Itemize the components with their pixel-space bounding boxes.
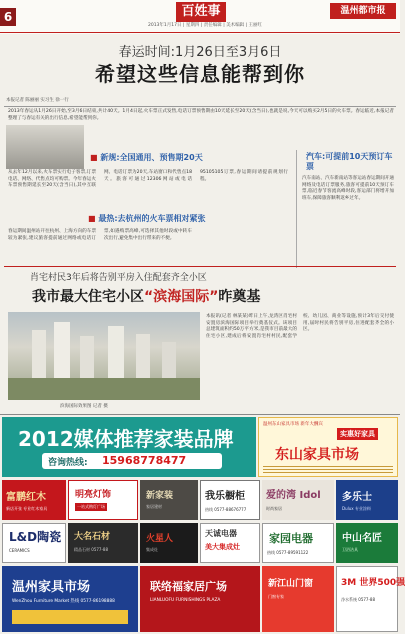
page-number: 6 [0,8,16,26]
promo-top-line: 温州东山家具市场 新年大酬宾 [263,422,323,427]
ad-tile-sub: 新店开张 专业红木家具 [6,506,48,511]
ad-tile-name: 新家装 [146,491,174,501]
story2-kicker: 肖宅村民3年后将告别平房入住配套齐全小区 [30,273,207,283]
ad-banner[interactable] [2,417,256,477]
story2-headline: 我市最大住宅小区“滨海国际”昨奠基 [32,289,261,305]
ad-tile-name: 天诚电器 [205,529,237,538]
ad-tile[interactable] [336,480,398,520]
ad-tile[interactable] [200,523,260,563]
building-shape [80,336,94,380]
ad-tile-sub: 时尚家居 [266,506,282,511]
building-shape [162,342,176,380]
ad-tile-sub: Dulux 专业涂料 [342,506,371,511]
ad-tile[interactable] [200,480,260,520]
promo-name: 东山家具市场 [275,447,359,463]
ad-tile-name: L&D陶瓷 [9,530,62,544]
ad-tile-name: 新江山门窗 [268,579,314,589]
main-headline: 希望这些信息能帮到你 [95,62,305,86]
ad-tile-name: 联络福家居广场 [150,580,227,593]
story2-body: 本报讯(记者 林某某)昨日上午,龙湾区肖宅村安置房滨海国际项目举行奠基仪式。该项目总建筑面积约50万平方米,是我市目前最大的住宅小区,建成后将安置肖宅村村民,配套学校、幼儿园、商业等设施,预计3年后交付使用,届时村民将告别平房,住进配套齐全的小区。 [206,314,394,339]
ad-tile[interactable] [336,523,398,563]
ad-tile[interactable] [68,480,138,520]
ad-tile-sub: LIANLUOFU FURNISHINGS PLAZA [150,598,221,603]
ad-tile-name: 中山名匠 [342,533,382,544]
building-shape [108,326,124,380]
building-shape [136,334,150,380]
ad-tile[interactable] [2,566,138,632]
section-body-3: 汽车南站、汽车新南站等客运站春运期间开通网络及电话订票服务,旅客可提前10天预订车票,临近春节客流高峰时段,客运部门将增开加班车,保障旅客顺利返乡过年。 [302,176,394,201]
building-shape [32,330,46,380]
ad-tile-name: 多乐士 [342,492,372,503]
ad-tile-name: 家园电器 [269,532,313,545]
section-heading-1: ■ 新规:全国通用、预售期20天 [90,153,203,162]
ad-tile[interactable] [336,566,405,632]
ad-tile[interactable] [140,523,198,563]
ad-tile-sub: 热线 0577-88676777 [205,507,247,512]
building-shape [54,322,70,380]
ad-tile[interactable] [262,480,334,520]
ad-tile[interactable] [262,523,334,563]
section-body-1: 从去年12月以来,火车票实行电子客票,订票电话、网络、代售点均可购票。今年春运火车票预售期延长至20天(含当日),其中互联网、电话订票为20天,车站窗口和代售点18天。旅客可通过12306网站或电话95105105订票,春运期间请提前规划行程。 [8,170,288,189]
ad-tile-name: 爱的湾 Idol [266,490,321,501]
paper-logo: 温州都市报 [330,3,396,19]
section-heading-2: ■ 最热:去杭州的火车票相对紧张 [88,214,206,223]
story-divider [4,266,396,267]
ad-tile-name: 富鹏红木 [6,492,46,503]
header-rule [0,32,400,33]
article-photo [6,125,84,169]
ad-tile-sub: 美大集成灶 [205,543,240,551]
ad-tile-name: 火星人 [146,534,174,544]
ad-tile-sub: 一站式购灯广场 [77,504,105,509]
section-heading-3: 汽车:可提前10天预订车票 [306,152,393,171]
greenery [8,378,200,400]
divider [4,106,396,107]
ad-promo[interactable] [258,417,398,477]
ad-tile[interactable] [2,480,66,520]
ad-tile-sub: CERAMICS [9,548,30,553]
dateline: 2013年1月17日 | 星期四 | 责任编辑 | 美术编辑 | 王丽红 [147,23,263,28]
hotline-number: 15968778477 [102,454,187,467]
ad-tile-sub: 集成灶 [146,547,158,552]
ad-tile-bar [12,610,128,624]
promo-details [263,464,393,473]
project-rendering-image [8,312,200,400]
column-divider [296,150,297,268]
byline: 本报记者 陈丽丽 实习生 徐一行 [6,98,69,103]
section-title: 百姓事 [176,2,226,22]
photo-caption: 滨海国际效果图 记者 摄 [60,404,108,409]
intro-paragraph: 2013年春运从1月26日开始,至3月6日结束,共计40天。1月4日起,火车票正式发售,电话订票预售期由10天延长至20天(含当日),也就是说,今天可以购买2月5日的火车票。春运临近,本报记者整理了与春运有关的出行信息,希望能帮到你。 [8,109,394,121]
ad-tile-sub: 卫浴洁具 [342,547,358,552]
ad-tile-name: 3M 世界500强 [341,578,405,588]
ad-tile-name: 温州家具市场 [12,580,91,595]
hotline-box [42,453,222,469]
hotline-label: 咨询热线: [48,458,88,468]
ad-tile-name: 明亮灯饰 [75,490,112,500]
ad-tile-sub: 家居建材 [146,504,162,509]
ad-tile[interactable] [140,480,198,520]
ad-tile[interactable] [262,566,334,632]
section-body-2: 春运期间温州站开往杭州、上海方向的车票较为紧张,建议旅客提前通过网络或电话订票,如遇购票高峰,可选择其他时段或中转车次出行,避免集中出行带来的不便。 [8,229,192,241]
ad-tile[interactable] [2,523,66,563]
ad-tile-sub: 热线 0577-89591122 [267,550,309,555]
ad-tile-sub: 精品石材 0577-88 [74,547,108,552]
ad-tile-name: 我乐橱柜 [205,491,245,502]
ad-tile-sub: WenZhou Furniture Market 热线 0577-86198888 [12,599,115,604]
promo-cta: 实惠好家具 [337,428,378,440]
ad-tile-name: 大名石材 [74,532,111,542]
ad-tile-sub: 净水系统 0577-88 [341,597,375,602]
lead-headline: 春运时间:1月26日至3月6日 [118,45,282,60]
ad-divider [0,414,400,415]
ad-tile-sub: 门窗专家 [268,594,284,599]
ad-tile[interactable] [140,566,260,632]
ad-tile[interactable] [68,523,138,563]
ad-banner-title: 2012媒体推荐家装品牌 [18,427,234,451]
